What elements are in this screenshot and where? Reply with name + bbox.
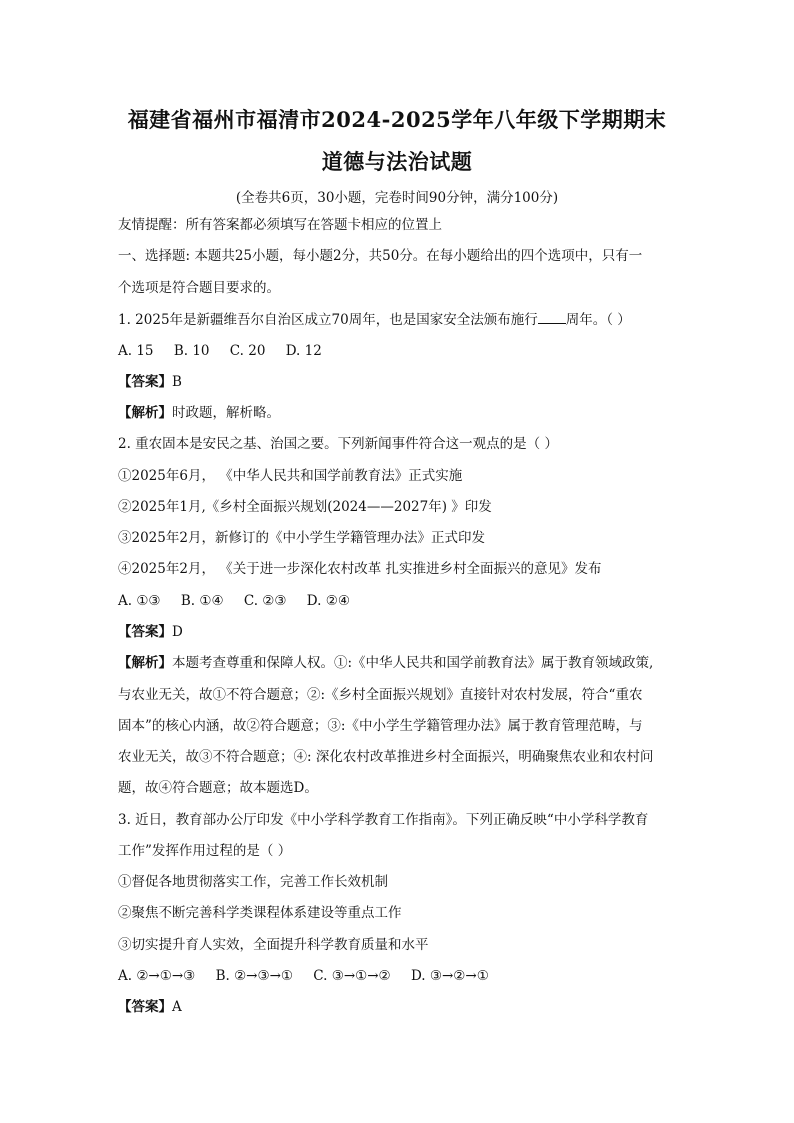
q1-blank <box>538 311 566 324</box>
q2-analysis-line5: 题，故④符合题意；故本题选D。 <box>118 780 318 796</box>
q3-answer-tag: 【答案】 <box>118 999 172 1015</box>
q3-item-1: ①督促各地贯彻落实工作，完善工作长效机制 <box>118 874 388 890</box>
q1-option-b: B. 10 <box>173 343 210 359</box>
section1-intro-line1: 一、选择题: 本题共25小题，每小题2分，共50分。在每小题给出的四个选项中，只有一 <box>118 248 643 264</box>
q3-option-b: B. ②→③→① <box>215 968 293 984</box>
q2-item-2: ②2025年1月,《乡村全面振兴规划(2024——2027年) 》印发 <box>118 499 492 515</box>
q1-option-c: C. 20 <box>229 343 266 359</box>
q2-analysis-line1 <box>118 654 678 672</box>
notice: 友情提醒：所有答案都必须填写在答题卡相应的位置上 <box>118 217 442 233</box>
q3-answer-value: A <box>172 999 182 1015</box>
q1-answer-tag: 【答案】 <box>118 374 172 390</box>
q1-stem <box>118 311 678 329</box>
q2-answer-tag: 【答案】 <box>118 624 172 640</box>
q2-analysis-line4: 农业无关，故③不符合题意；④: 深化农村改革推进乡村全面振兴，明确聚焦农业和农村问 <box>118 749 654 765</box>
q2-item-1: ①2025年6月， 《中华人民共和国学前教育法》正式实施 <box>118 468 463 484</box>
q2-analysis-tag: 【解析】 <box>118 655 172 671</box>
q2-stem: 2. 重农固本是安民之基、治国之要。下列新闻事件符合这一观点的是（ ） <box>118 436 558 452</box>
q2-option-d: D. ②④ <box>306 593 350 609</box>
exam-title-line1: 福建省福州市福清市2024-2025学年八年级下学期期末 <box>127 107 667 132</box>
q3-answer <box>118 998 678 1016</box>
q1-stem-a: 1. 2025年是新疆维吾尔自治区成立70周年，也是国家安全法颁布施行 <box>118 312 538 328</box>
q2-analysis-line3: 固本”的核心内涵，故②符合题意；③:《中小学生学籍管理办法》属于教育管理范畴，与 <box>118 718 643 734</box>
q2-answer-value: D <box>172 624 183 640</box>
q2-analysis-text-1: 本题考查尊重和保障人权。①:《中华人民共和国学前教育法》属于教育领域政策, <box>172 655 654 671</box>
exam-subtitle: (全卷共6页，30小题，完卷时间90分钟，满分100分) <box>235 190 559 206</box>
q3-stem-line1: 3. 近日，教育部办公厅印发《中小学科学教育工作指南》。下列正确反映“中小学科学教育 <box>118 812 649 828</box>
q1-options <box>118 342 678 360</box>
q3-option-a: A. ②→①→③ <box>118 968 196 984</box>
q3-options <box>118 967 678 985</box>
q2-analysis-line2: 与农业无关，故①不符合题意；②:《乡村全面振兴规划》直接针对农村发展，符合“重农 <box>118 687 643 703</box>
q1-option-d: D. 12 <box>285 343 322 359</box>
q3-item-2: ②聚焦不断完善科学类课程体系建设等重点工作 <box>118 905 402 921</box>
exam-title-line2: 道德与法治试题 <box>321 149 473 174</box>
section1-intro-line2: 个选项是符合题目要求的。 <box>118 280 280 296</box>
q2-option-a: A. ①③ <box>118 593 161 609</box>
q2-item-4: ④2025年2月， 《关于进一步深化农村改革 扎实推进乡村全面振兴的意见》发布 <box>118 561 602 577</box>
q2-option-b: B. ①④ <box>180 593 224 609</box>
q3-item-3: ③切实提升育人实效，全面提升科学教育质量和水平 <box>118 937 429 953</box>
q1-option-a: A. 15 <box>118 343 154 359</box>
q1-answer-value: B <box>172 374 182 390</box>
q2-item-3: ③2025年2月，新修订的《中小学生学籍管理办法》正式印发 <box>118 530 485 546</box>
q3-option-c: C. ③→①→② <box>313 968 391 984</box>
q1-analysis <box>118 404 678 422</box>
q1-analysis-tag: 【解析】 <box>118 405 172 421</box>
q3-option-d: D. ③→②→① <box>410 968 489 984</box>
q1-stem-b: 周年。（ ） <box>565 312 631 328</box>
q1-analysis-text: 时政题，解析略。 <box>172 405 280 421</box>
q2-answer <box>118 623 678 641</box>
q3-stem-line2: 工作”发挥作用过程的是（ ） <box>118 843 292 859</box>
q1-answer <box>118 373 678 391</box>
q2-option-c: C. ②③ <box>243 593 287 609</box>
q2-options <box>118 592 678 610</box>
